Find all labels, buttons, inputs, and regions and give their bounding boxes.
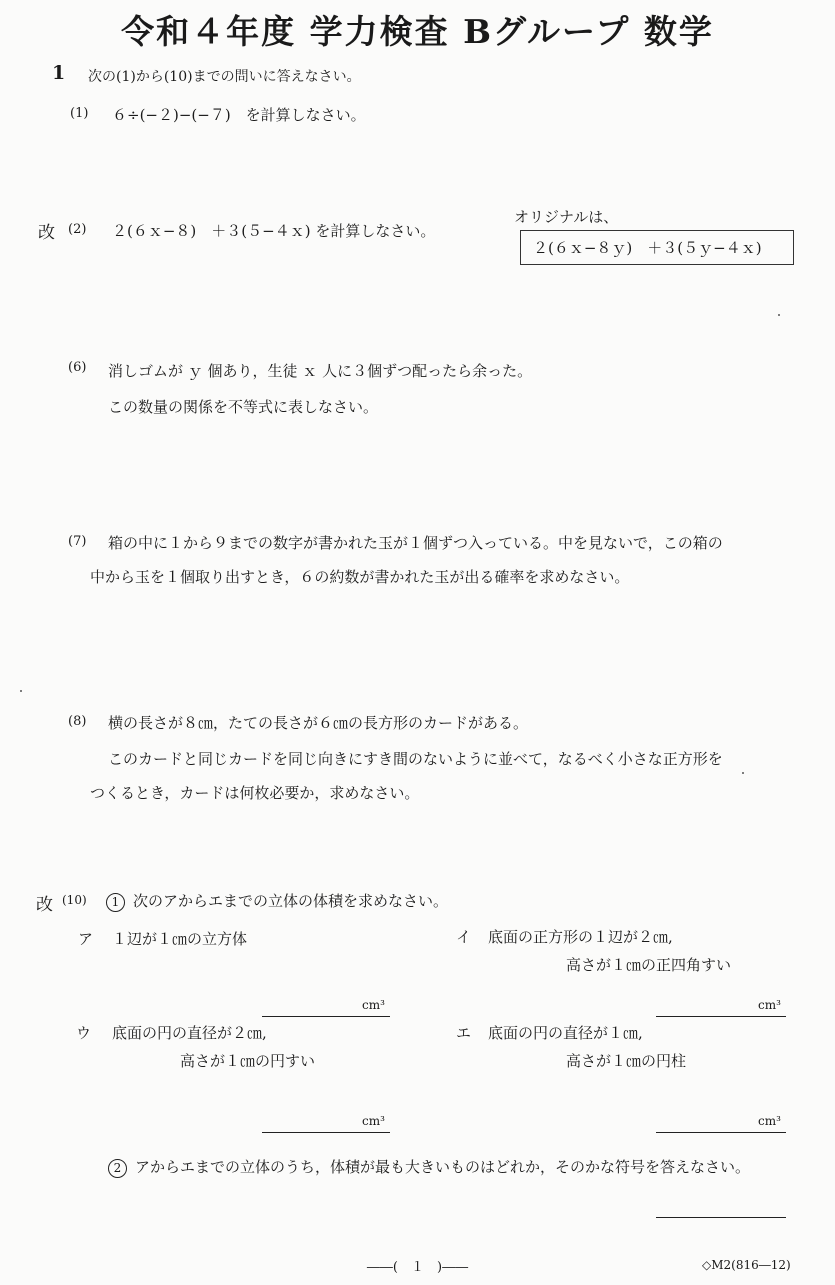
scan-speck [20,690,22,692]
problem-2-text: ２(６ｘ−８) ＋３(５−４ｘ) を計算しなさい。 [112,222,436,240]
solid-u-unit: cm³ [362,1114,385,1128]
solid-e-unit: cm³ [758,1114,781,1128]
scan-speck [778,314,780,316]
solid-e-answer-line[interactable] [656,1132,786,1133]
solid-e-line-1: 底面の円の直径が１㎝, [488,1024,643,1042]
original-label: オリジナルは、 [514,208,619,226]
sub-question-2-text: アからエまでの立体のうち，体積が最も大きいものはどれか，そのかな符号を答えなさい。 [135,1158,751,1176]
solid-u-kana: ウ [76,1024,92,1042]
original-expression-box: ２(６ｘ−８ｙ) ＋３(５ｙ−４ｘ) [520,230,794,265]
question-number: 1 [52,62,66,84]
sub-question-2 [108,1156,750,1178]
solid-a-unit: cm³ [362,998,385,1012]
solid-u-answer-line[interactable] [262,1132,390,1133]
solid-u-line-1: 底面の円の直径が２㎝, [112,1024,267,1042]
circled-number-2: 2 [108,1159,127,1178]
solid-a-kana: ア [78,930,94,948]
page-number: ――( １ )―― [366,1260,469,1275]
sub-question-2-answer-line[interactable] [656,1217,786,1218]
scan-speck [742,772,744,774]
solid-u-line-2: 高さが１㎝の円すい [180,1052,316,1070]
sub-question-1 [106,890,448,912]
page-title: 令和４年度 学力検査 Bグループ 数学 [121,12,714,51]
problem-2-label: (2) [68,222,87,237]
problem-8-line-2: このカードと同じカードを同じ向きにすき間のないように並べて，なるべく小さな正方形を [108,750,723,768]
circled-number-1: 1 [106,893,125,912]
question-instruction: 次の(1)から(10)までの問いに答えなさい。 [88,69,361,85]
problem-7-line-1: 箱の中に１から９までの数字が書かれた玉が１個ずつ入っている。中を見ないで，この箱の [108,534,723,552]
solid-e-line-2: 高さが１㎝の円柱 [566,1052,687,1070]
solid-i-kana: イ [456,928,472,946]
problem-8-line-3: つくるとき，カードは何枚必要か，求めなさい。 [90,784,420,802]
problem-6-line-2: この数量の関係を不等式に表しなさい。 [108,398,379,416]
problem-2-revised-mark: 改 [38,223,55,243]
solid-i-unit: cm³ [758,998,781,1012]
solid-a-answer-line[interactable] [262,1016,390,1017]
problem-7-line-2: 中から玉を１個取り出すとき，６の約数が書かれた玉が出る確率を求めなさい。 [90,568,630,586]
sub-question-1-text: 次のアからエまでの立体の体積を求めなさい。 [133,892,449,910]
solid-i-answer-line[interactable] [656,1016,786,1017]
problem-8-label: (8) [68,714,87,729]
solid-i-line-1: 底面の正方形の１辺が２㎝, [488,928,673,946]
solid-a-description: １辺が１㎝の立方体 [112,930,248,948]
solid-e-kana: エ [456,1024,472,1042]
problem-7-label: (7) [68,534,87,549]
problem-10-revised-mark: 改 [36,895,53,915]
solid-i-line-2: 高さが１㎝の正四角すい [566,956,732,974]
document-code: ◇M2(816―12) [702,1258,791,1272]
problem-8-line-1: 横の長さが８㎝，たての長さが６㎝の長方形のカードがある。 [108,714,529,732]
problem-10-label: (10) [62,893,87,907]
problem-6-label: (6) [68,360,87,375]
problem-6-line-1: 消しゴムが ｙ 個あり，生徒 ｘ 人に３個ずつ配ったら余った。 [108,362,533,380]
problem-1-text: ６÷(−２)−(−７) を計算しなさい。 [112,106,366,124]
problem-1-label: (1) [70,106,89,121]
